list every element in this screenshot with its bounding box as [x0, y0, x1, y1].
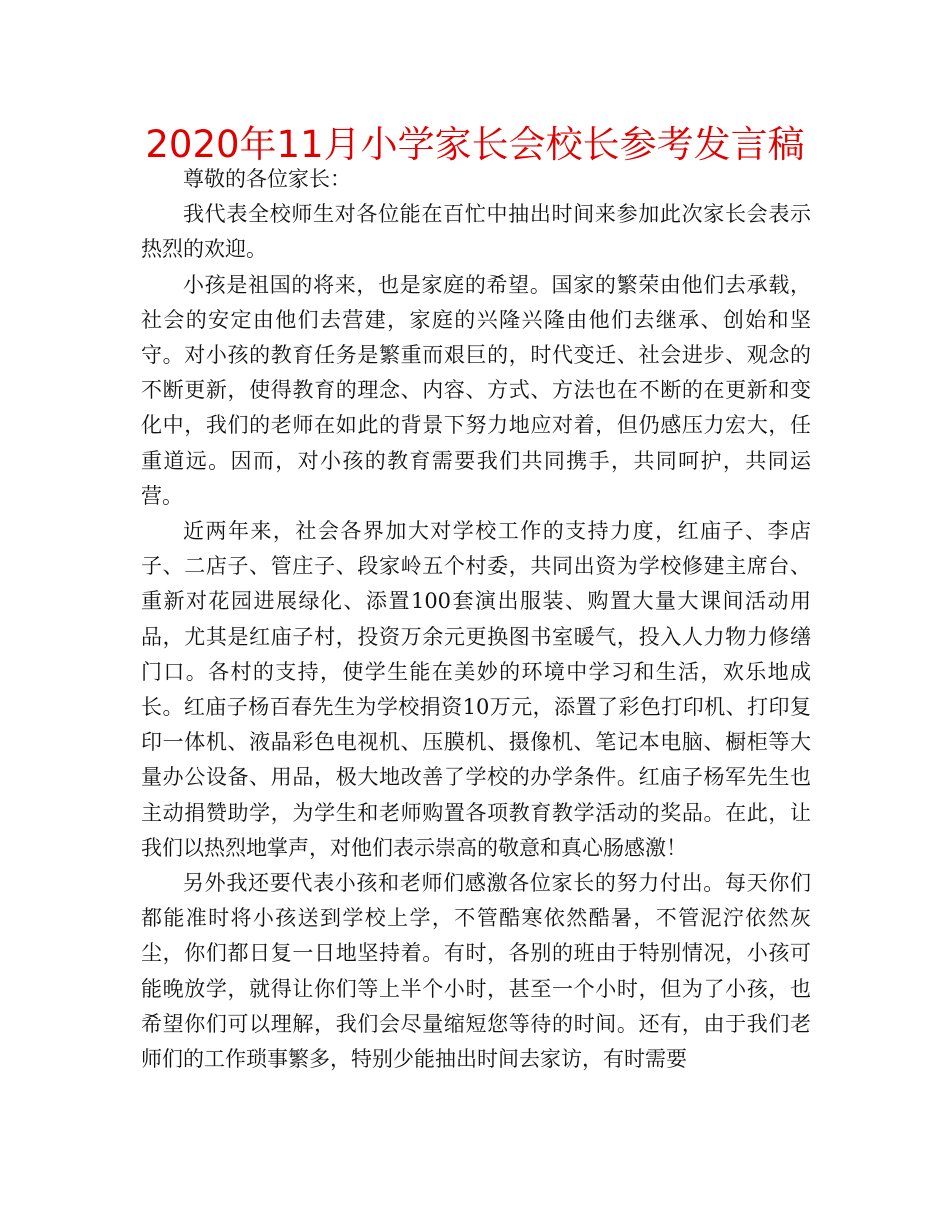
body-paragraph: 另外我还要代表小孩和老师们感激各位家长的努力付出。每天你们都能准时将小孩送到学校上学，不管酷寒依然酷暑，不管泥泞依然灰尘，你们都日复一日地坚持着。有时，各别的班由于特别情况，小孩可能晚放学，就得让你们等上半个小时，甚至一个小时，但为了小孩，也希望你们可以理解，我们会尽量缩短您等待的时间。还有，由于我们老师们的工作琐事繁多，特别少能抽出时间去家访，有时需要: [141, 871, 811, 1072]
document-title: 2020年11月小学家长会校长参考发言稿: [145, 123, 805, 166]
salutation-paragraph: 尊敬的各位家长：: [183, 167, 351, 191]
document-body: [141, 162, 811, 1077]
body-paragraph: 近两年来，社会各界加大对学校工作的支持力度，红庙子、李店子、二店子、管庄子、段家岭五个村委，共同出资为学校修建主席台、重新对花园进展绿化、添置100套演出服装、购置大量大课间活动用品，尤其是红庙子村，投资万余元更换图书室暖气，投入人力物力修缮门口。各村的支持，使学生能在美妙的环境中学习和生活，欢乐地成长。红庙子杨百春先生为学校捐资10万元，添置了彩色打印机、打印复印一体机、液晶彩色电视机、压膜机、摄像机、笔记本电脑、橱柜等大量办公设备、用品，极大地改善了学校的办学条件。红庙子杨军先生也主动捐赞助学，为学生和老师购置各项教育教学活动的奖品。在此，让我们以热烈地掌声，对他们表示崇高的敬意和真心肠感激！: [141, 519, 811, 860]
body-paragraph: 我代表全校师生对各位能在百忙中抽出时间来参加此次家长会表示热烈的欢迎。: [141, 202, 811, 262]
body-paragraph: 小孩是祖国的将来，也是家庭的希望。国家的繁荣由他们去承载，社会的安定由他们去营建，家庭的兴隆兴隆由他们去继承、创始和坚守。对小孩的教育任务是繁重而艰巨的，时代变迁、社会进步、观念的不断更新，使得教育的理念、内容、方式、方法也在不断的在更新和变化中，我们的老师在如此的背景下努力地应对着，但仍感压力宏大，任重道远。因而，对小孩的教育需要我们共同携手，共同呵护，共同运营。: [141, 272, 811, 508]
